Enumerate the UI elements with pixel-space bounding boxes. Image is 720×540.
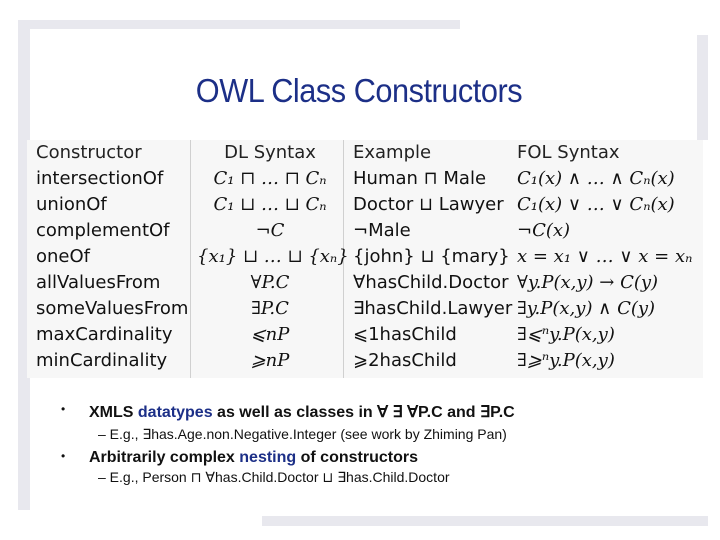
example-cell: ⩽1hasChild xyxy=(353,324,457,345)
header-fol-syntax: FOL Syntax xyxy=(517,142,620,163)
dl-syntax-cell: {x₁} ⊔ … ⊔ {xₙ} xyxy=(197,246,349,267)
fol-syntax-cell: ∃y.P(x,y) ∧ C(y) xyxy=(517,298,656,319)
table-row xyxy=(27,218,703,244)
decor-bottom-bar xyxy=(262,516,708,526)
header-dl-syntax: DL Syntax xyxy=(224,142,316,163)
bullet-text: as well as classes in ∀ ∃ ∀P.C and ∃P.C xyxy=(212,404,515,421)
fol-syntax-cell: ∃⩽ⁿy.P(x,y) xyxy=(517,324,615,345)
table-row xyxy=(27,270,703,296)
dl-syntax-cell: C₁ ⊔ … ⊔ Cₙ xyxy=(213,194,327,215)
header-constructor: Constructor xyxy=(36,142,142,163)
constructor-cell: oneOf xyxy=(36,246,90,267)
example-cell: ∀hasChild.Doctor xyxy=(353,272,509,293)
bullet-text: XMLS xyxy=(89,404,138,421)
dl-syntax-cell: C₁ ⊓ … ⊓ Cₙ xyxy=(213,168,327,189)
example-cell: Human ⊓ Male xyxy=(353,168,487,189)
constructor-cell: maxCardinality xyxy=(36,324,173,345)
dl-syntax-cell: ⩽nP xyxy=(250,324,290,345)
dl-syntax-cell: ⩾nP xyxy=(250,350,290,371)
constructor-cell: minCardinality xyxy=(36,350,168,371)
bullet-datatypes xyxy=(61,402,515,422)
fol-syntax-cell: C₁(x) ∨ … ∨ Cₙ(x) xyxy=(517,194,675,215)
constructors-table xyxy=(27,140,703,378)
bullet-highlight: datatypes xyxy=(137,404,213,421)
example-cell: ⩾2hasChild xyxy=(353,350,457,371)
example-cell: Doctor ⊔ Lawyer xyxy=(353,194,504,215)
bullet-highlight: nesting xyxy=(239,449,297,466)
fol-syntax-cell: ¬C(x) xyxy=(517,220,571,241)
bullet-text: Arbitrarily complex xyxy=(89,449,240,466)
fol-syntax-cell: ∃⩾ⁿy.P(x,y) xyxy=(517,350,615,371)
example-cell: ¬Male xyxy=(353,220,411,241)
table-row xyxy=(27,348,703,374)
example-cell: ∃hasChild.Lawyer xyxy=(353,298,513,319)
dl-syntax-cell: ∃P.C xyxy=(251,298,289,319)
sub-bullet-datatypes-example: – E.g., ∃has.Age.non.Negative.Integer (see work by Zhiming Pan) xyxy=(98,426,507,442)
slide-title: OWL Class Constructors xyxy=(195,72,523,109)
bullet-nesting xyxy=(61,449,418,467)
fol-syntax-cell: C₁(x) ∧ … ∧ Cₙ(x) xyxy=(517,168,675,189)
constructor-cell: unionOf xyxy=(36,194,107,215)
fol-syntax-cell: x = x₁ ∨ … ∨ x = xₙ xyxy=(517,246,693,267)
constructor-cell: allValuesFrom xyxy=(36,272,161,293)
example-cell: {john} ⊔ {mary} xyxy=(353,246,510,267)
dl-syntax-cell: ¬C xyxy=(255,220,285,241)
table-row xyxy=(27,244,703,270)
constructor-cell: intersectionOf xyxy=(36,168,164,189)
decor-top-bar xyxy=(30,20,460,29)
table-row xyxy=(27,166,703,192)
header-example: Example xyxy=(353,142,432,163)
bullet-marker: • xyxy=(61,449,66,463)
bullet-text: of constructors xyxy=(296,449,418,466)
sub-bullet-nesting-example: – E.g., Person ⊓ ∀has.Child.Doctor ⊔ ∃has.Child.Doctor xyxy=(98,469,450,485)
dl-syntax-cell: ∀P.C xyxy=(250,272,290,293)
fol-syntax-cell: ∀y.P(x,y) → C(y) xyxy=(517,272,659,293)
decor-right-bar xyxy=(697,35,708,140)
table-header-row xyxy=(27,140,703,166)
table-row xyxy=(27,322,703,348)
constructor-cell: complementOf xyxy=(36,220,170,241)
table-row xyxy=(27,192,703,218)
constructor-cell: someValuesFrom xyxy=(36,298,189,319)
table-row xyxy=(27,296,703,322)
bullet-marker: • xyxy=(61,402,66,416)
